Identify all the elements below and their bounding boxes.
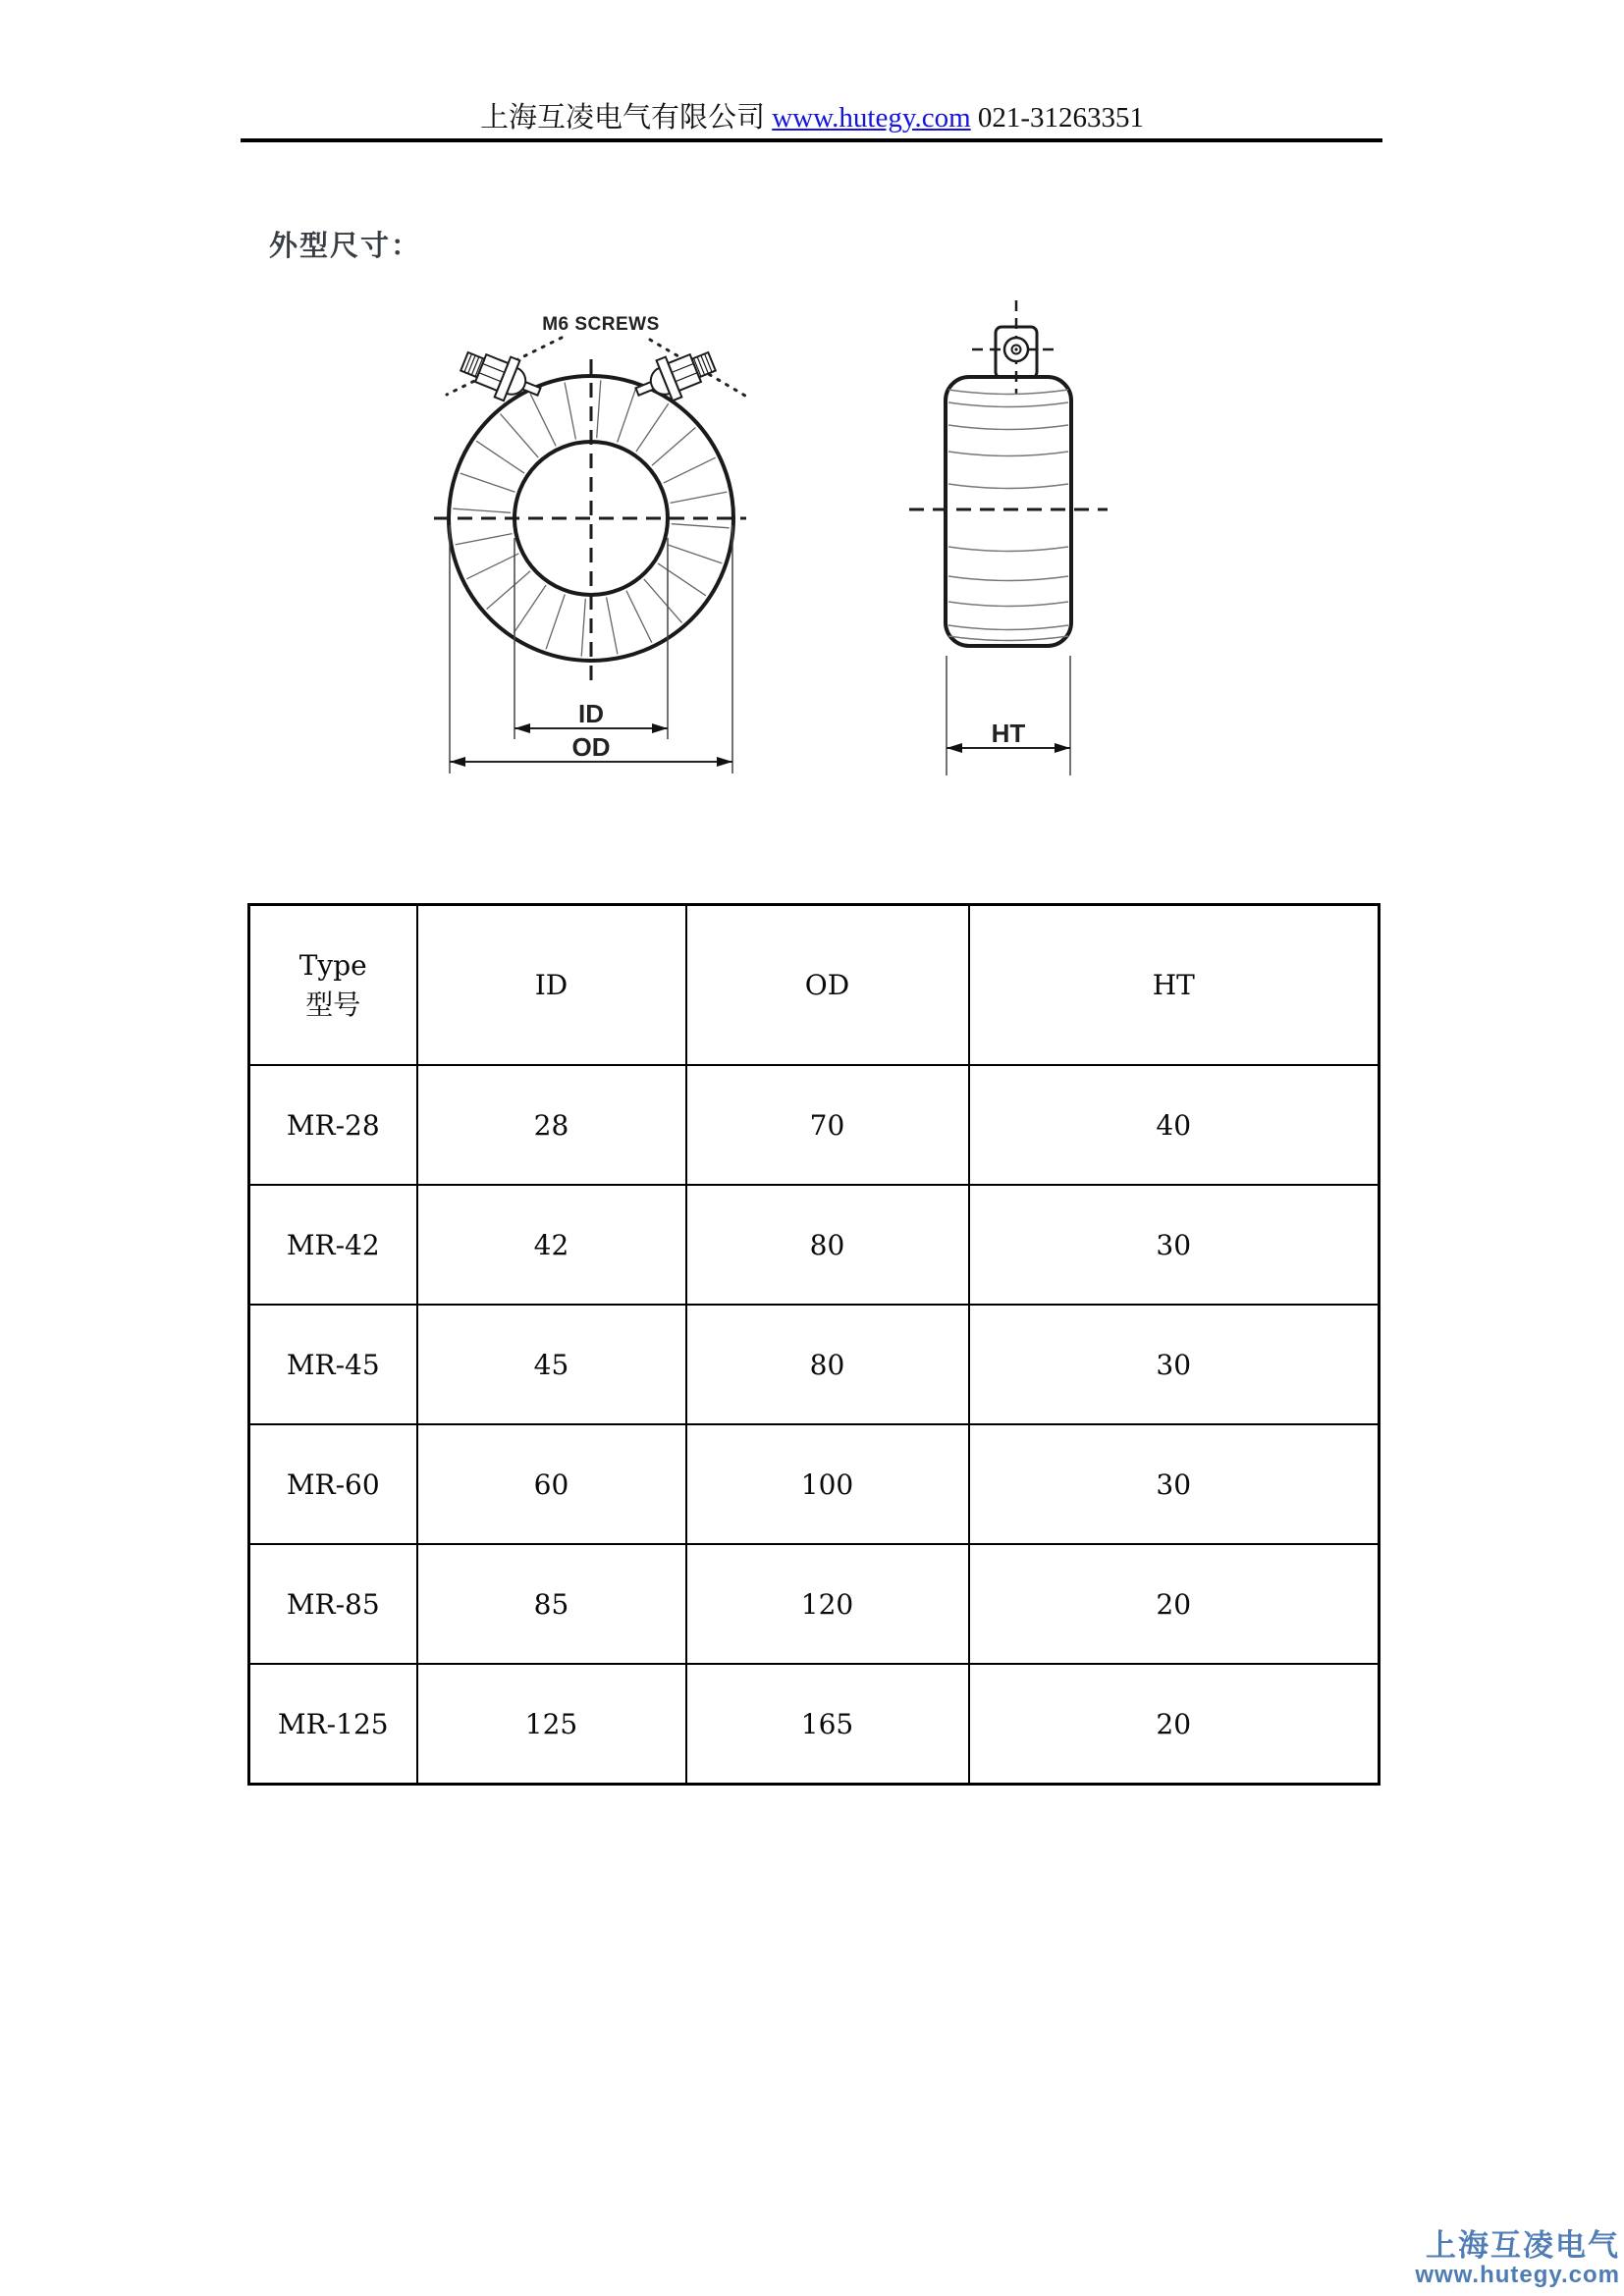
cell-od: 100 xyxy=(686,1424,969,1544)
terminal-screw-dot xyxy=(1014,347,1017,350)
cell-type: MR-85 xyxy=(249,1544,417,1664)
cell-id: 45 xyxy=(417,1305,686,1424)
side-view xyxy=(909,300,1108,775)
cell-ht: 40 xyxy=(969,1065,1380,1185)
tape-wrap-lines xyxy=(948,390,1068,641)
terminal-screw-outer xyxy=(1004,338,1028,361)
table-header-row xyxy=(249,905,1380,1066)
cell-od: 80 xyxy=(686,1185,969,1305)
od-dimension xyxy=(450,525,732,774)
od-dimension-label: OD xyxy=(571,732,611,762)
col-header-od: OD xyxy=(686,905,969,1066)
cell-ht: 30 xyxy=(969,1185,1380,1305)
section-title: 外型尺寸： xyxy=(269,231,422,262)
screw-leader-right xyxy=(650,340,750,399)
m6-screw-right xyxy=(629,342,721,412)
table-row xyxy=(249,1544,1380,1664)
cell-id: 60 xyxy=(417,1424,686,1544)
cell-id: 42 xyxy=(417,1185,686,1305)
col-header-id: ID xyxy=(417,905,686,1066)
footer-logo-url: www.hutegy.com xyxy=(1415,2262,1620,2288)
terminal-screw-inner xyxy=(1012,346,1021,354)
header-divider-line xyxy=(241,138,1382,142)
footer-logo xyxy=(1415,2229,1620,2288)
cell-od: 165 xyxy=(686,1664,969,1785)
ring-outer-circle xyxy=(449,376,733,661)
cell-od: 120 xyxy=(686,1544,969,1664)
cell-type: MR-28 xyxy=(249,1065,417,1185)
id-dimension xyxy=(514,538,668,739)
company-name: 上海互凌电气有限公司 xyxy=(479,102,765,133)
cell-id: 28 xyxy=(417,1065,686,1185)
table-row xyxy=(249,1664,1380,1785)
id-dimension-label: ID xyxy=(578,699,604,728)
dimensions-table xyxy=(247,903,1380,1786)
terminal-block xyxy=(996,327,1037,378)
ht-dimension-label: HT xyxy=(991,719,1026,748)
cell-id: 85 xyxy=(417,1544,686,1664)
cell-type: MR-125 xyxy=(249,1664,417,1785)
footer-logo-text: 上海互凌电气 xyxy=(1426,2228,1620,2263)
m6-screws-label: M6 SCREWS xyxy=(542,314,660,335)
table-row xyxy=(249,1065,1380,1185)
front-view xyxy=(434,314,750,774)
cell-type: MR-45 xyxy=(249,1305,417,1424)
cell-ht: 30 xyxy=(969,1305,1380,1424)
transformer-body xyxy=(946,377,1071,646)
cell-ht: 20 xyxy=(969,1544,1380,1664)
website-link[interactable]: www.hutegy.com xyxy=(772,102,971,133)
cell-ht: 20 xyxy=(969,1664,1380,1785)
table-row xyxy=(249,1185,1380,1305)
phone-number: 021-31263351 xyxy=(977,102,1145,133)
cell-type: MR-60 xyxy=(249,1424,417,1544)
winding-hatch xyxy=(453,380,729,656)
cell-type: MR-42 xyxy=(249,1185,417,1305)
ring-inner-circle xyxy=(514,442,668,595)
cell-id: 125 xyxy=(417,1664,686,1785)
table-row xyxy=(249,1305,1380,1424)
col-header-ht: HT xyxy=(969,905,1380,1066)
col-header-type: Type 型号 xyxy=(249,905,417,1066)
cell-ht: 30 xyxy=(969,1424,1380,1544)
cell-od: 80 xyxy=(686,1305,969,1424)
ht-dimension xyxy=(947,656,1070,775)
cell-od: 70 xyxy=(686,1065,969,1185)
m6-screw-left xyxy=(457,342,548,412)
table-row xyxy=(249,1424,1380,1544)
page-header xyxy=(0,95,1624,135)
screw-leader-left xyxy=(447,338,562,395)
